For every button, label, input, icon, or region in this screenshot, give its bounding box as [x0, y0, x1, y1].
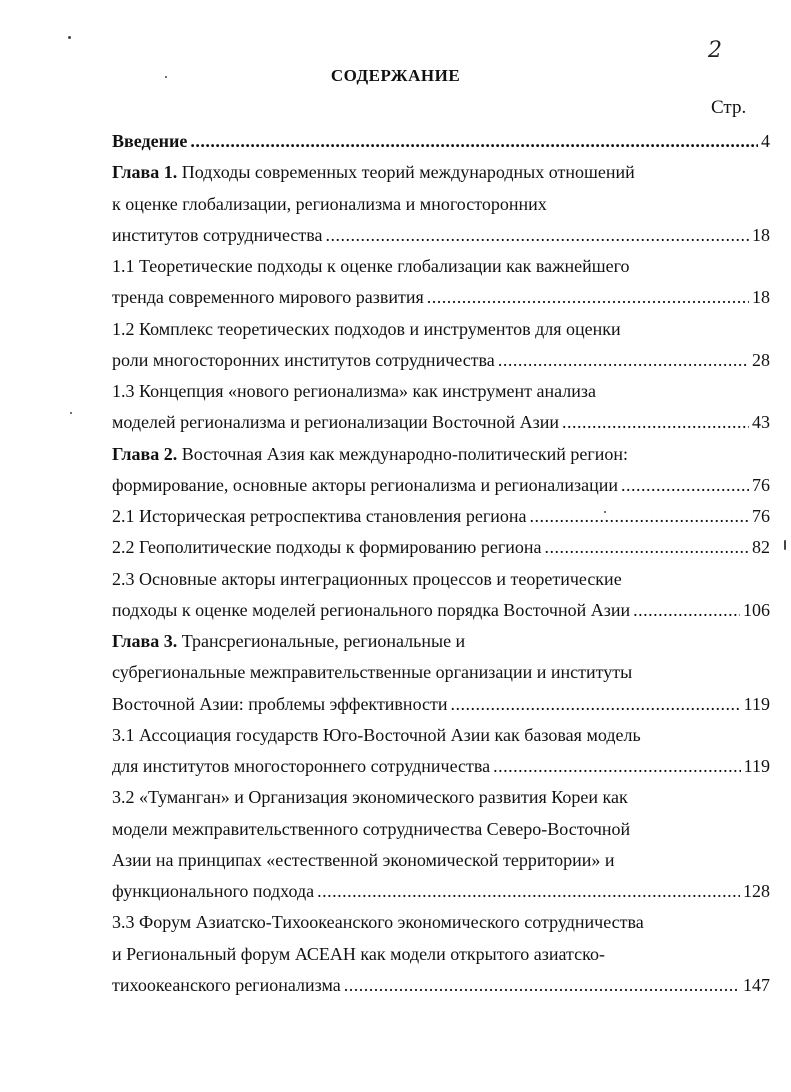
dot-leader [451, 689, 741, 720]
scan-speck [165, 76, 167, 78]
toc-line [112, 282, 770, 313]
scan-speck [784, 540, 786, 550]
toc-line-text [112, 501, 526, 532]
toc-page-number: 128 [743, 881, 770, 901]
toc-entry [112, 157, 770, 251]
toc-line-text [112, 912, 644, 932]
toc-text: тихоокеанского регионализма [112, 974, 341, 995]
toc-line-text [112, 689, 448, 720]
toc-text: Восточной Азии: проблемы эффективности [112, 693, 448, 714]
toc-entry [112, 314, 770, 377]
toc-page-number: 76 [752, 474, 770, 495]
toc-page-number: 82 [752, 537, 770, 558]
dot-leader [317, 876, 740, 907]
toc-page-number: 18 [752, 224, 770, 245]
toc-bold-label: Глава 3. [112, 631, 178, 651]
toc-line [112, 626, 770, 657]
toc-entry [112, 439, 770, 502]
toc-line-text [112, 470, 618, 501]
page-number: 2 [708, 38, 722, 63]
toc-line-text [112, 787, 628, 807]
toc-page-number: 4 [761, 131, 770, 151]
dot-leader [344, 970, 740, 1001]
toc-entry [112, 564, 770, 627]
toc-line [112, 470, 770, 501]
toc-line [112, 782, 770, 813]
toc-line-text [112, 662, 632, 682]
toc-line-text [112, 162, 635, 182]
toc-line-text [112, 220, 323, 251]
toc-text: моделей регионализма и регионализации Восточной Азии [112, 412, 559, 433]
toc-line [112, 939, 770, 970]
toc-line [112, 907, 770, 938]
toc-page-number: 119 [743, 756, 770, 776]
toc-entry [112, 782, 770, 907]
toc-text: 1.3 Концепция «нового регионализма» как инструмент анализа [112, 381, 596, 401]
toc-text: 3.2 «Туманган» и Организация экономического развития Кореи как [112, 787, 628, 808]
toc-text: 1.2 Комплекс теоретических подходов и инструментов для оценки [112, 318, 621, 339]
toc-page-number: 76 [752, 506, 770, 526]
dot-leader [427, 282, 749, 313]
dot-leader [493, 751, 741, 782]
toc-line [112, 814, 770, 845]
toc-text: тренда современного мирового развития [112, 287, 424, 308]
toc-line [112, 876, 770, 907]
toc-text: 3.3 Форум Азиатско-Тихоокеанского экономического сотрудничества [112, 912, 644, 933]
toc-text: Восточная Азия как международно-политический регион: [177, 443, 629, 464]
page-column-header: Стр. [711, 97, 747, 118]
toc-line-text [112, 126, 187, 157]
toc-entry [112, 376, 770, 439]
toc-line-text [112, 444, 628, 464]
toc-line [112, 376, 770, 407]
dot-leader [544, 532, 749, 563]
dot-leader [190, 126, 758, 157]
toc-text: для институтов многостороннего сотрудничества [112, 756, 491, 776]
toc-line [112, 564, 770, 595]
toc-entry [112, 251, 770, 314]
toc-line-text [112, 850, 614, 870]
dot-leader [562, 407, 749, 438]
toc-line-text [112, 751, 490, 782]
toc-line-text [112, 319, 621, 339]
toc-line-text [112, 256, 630, 276]
toc-line [112, 845, 770, 876]
dot-leader [633, 595, 740, 626]
toc-line [112, 657, 770, 688]
toc-text: субрегиональные межправительственные организации и институты [112, 662, 633, 683]
toc-line [112, 751, 770, 782]
page-title: СОДЕРЖАНИЕ [330, 66, 461, 85]
toc-entry [112, 532, 770, 563]
toc-line-text [112, 569, 622, 589]
toc-line [112, 126, 770, 157]
toc-line [112, 251, 770, 282]
toc-page-number: 147 [743, 974, 770, 995]
toc-text: 1.1 Теоретические подходы к оценке глобализации как важнейшего [112, 256, 630, 276]
scan-speck [68, 36, 71, 39]
toc-text: функционального подхода [112, 881, 315, 901]
toc-line-text [112, 595, 630, 626]
toc-line [112, 157, 770, 188]
toc-entry [112, 720, 770, 783]
toc-line [112, 439, 770, 470]
toc-line [112, 220, 770, 251]
toc-line-text [112, 345, 495, 376]
toc-bold-label: Введение [112, 131, 188, 151]
toc-entry [112, 126, 770, 157]
toc-page-number: 106 [743, 599, 770, 620]
toc-entry [112, 907, 770, 1001]
dot-leader [498, 345, 749, 376]
toc-text: роли многосторонних институтов сотрудничества [112, 349, 495, 370]
toc-page-number: 18 [752, 287, 770, 308]
scan-speck [70, 412, 72, 414]
toc-line-text [112, 876, 314, 907]
table-of-contents [112, 126, 770, 1001]
toc-line [112, 970, 770, 1001]
toc-line-text [112, 725, 641, 745]
scan-speck [604, 511, 606, 513]
toc-line [112, 345, 770, 376]
toc-text: 2.3 Основные акторы интеграционных процессов и теоретические [112, 568, 622, 589]
toc-line-text [112, 381, 596, 401]
toc-text: Подходы современных теорий международных отношений [177, 162, 635, 183]
toc-line [112, 720, 770, 751]
toc-line-text [112, 194, 547, 214]
toc-line-text [112, 819, 630, 839]
toc-text: 3.1 Ассоциация государств Юго-Восточной Азии как базовая модель [112, 724, 641, 745]
toc-page-number: 28 [752, 349, 770, 370]
toc-bold-label: Глава 1. [112, 162, 178, 183]
toc-line [112, 189, 770, 220]
toc-text: модели межправительственного сотрудничества Северо-Восточной [112, 818, 631, 839]
dot-leader [621, 470, 749, 501]
toc-line-text [112, 282, 424, 313]
toc-text: 2.1 Историческая ретроспектива становления региона [112, 506, 527, 526]
toc-text: институтов сотрудничества [112, 224, 323, 245]
toc-page-number: 119 [743, 693, 770, 714]
toc-text: Азии на принципах «естественной экономической территории» и [112, 849, 615, 870]
toc-line [112, 314, 770, 345]
toc-text: к оценке глобализации, регионализма и многосторонних [112, 193, 547, 214]
toc-text: Трансрегиональные, региональные и [177, 631, 466, 651]
toc-text: формирование, основные акторы регионализма и регионализации [112, 474, 618, 495]
toc-line [112, 689, 770, 720]
toc-text: 2.2 Геополитические подходы к формированию региона [112, 537, 542, 558]
toc-line [112, 407, 770, 438]
toc-entry [112, 626, 770, 720]
toc-text: подходы к оценке моделей регионального порядка Восточной Азии [112, 599, 631, 620]
toc-entry [112, 501, 770, 532]
toc-bold-label: Глава 2. [112, 443, 178, 464]
toc-line-text [112, 631, 465, 651]
toc-line-text [112, 970, 341, 1001]
dot-leader [326, 220, 750, 251]
toc-line [112, 501, 770, 532]
dot-leader [529, 501, 749, 532]
toc-line [112, 532, 770, 563]
toc-line-text [112, 407, 559, 438]
toc-text: и Региональный форум АСЕАН как модели открытого азиатско- [112, 943, 605, 964]
toc-line-text [112, 944, 605, 964]
toc-line [112, 595, 770, 626]
toc-line-text [112, 532, 541, 563]
toc-page-number: 43 [752, 412, 770, 433]
